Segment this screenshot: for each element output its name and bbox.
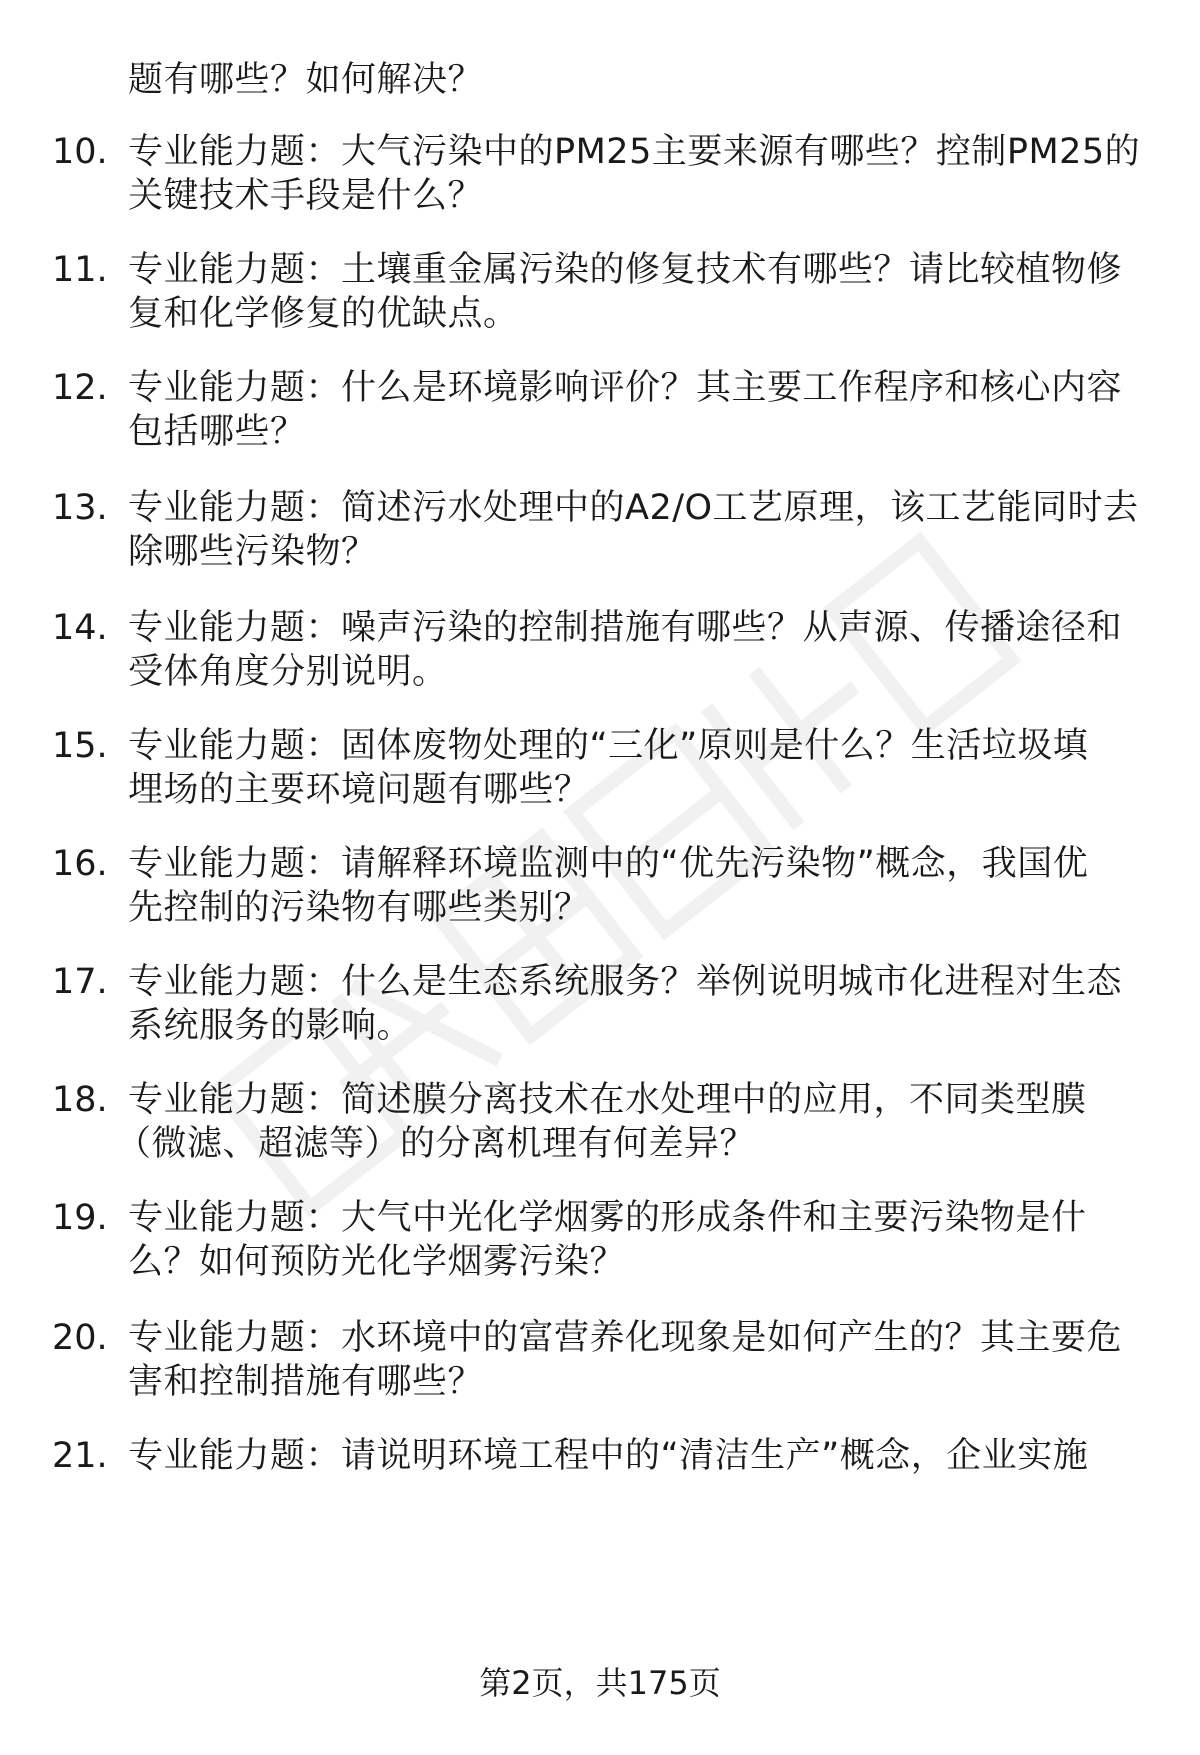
- question-number: 17.: [52, 962, 108, 1002]
- continuation-text: 题有哪些？如何解决？: [128, 60, 484, 100]
- question-text-line1: 专业能力题：简述膜分离技术在水处理中的应用，不同类型膜: [128, 1080, 1087, 1120]
- question-text-line2: 关键技术手段是什么？: [128, 176, 484, 216]
- question-text-line1: 专业能力题：噪声污染的控制措施有哪些？从声源、传播途径和: [128, 608, 1123, 648]
- question-number: 12.: [52, 368, 108, 408]
- question-text-line1: 专业能力题：大气中光化学烟雾的形成条件和主要污染物是什: [128, 1198, 1087, 1238]
- question-text-line2: 受体角度分别说明。: [128, 652, 448, 692]
- question-text-line1: 专业能力题：请说明环境工程中的“清洁生产”概念，企业实施: [128, 1436, 1089, 1476]
- question-text-line2: 先控制的污染物有哪些类别？: [128, 888, 590, 928]
- question-text-line1: 专业能力题：什么是生态系统服务？举例说明城市化进程对生态: [128, 962, 1123, 1002]
- question-text-line2: 么？如何预防光化学烟雾污染？: [128, 1242, 626, 1282]
- question-text-line2: 系统服务的影响。: [128, 1006, 413, 1046]
- question-text-line2: （微滤、超滤等）的分离机理有何差异？: [116, 1124, 756, 1164]
- question-text-line1: 专业能力题：简述污水处理中的A2/O工艺原理，该工艺能同时去: [128, 488, 1139, 528]
- question-text-line1: 专业能力题：大气污染中的PM25主要来源有哪些？控制PM25的: [128, 132, 1141, 172]
- question-number: 16.: [52, 844, 108, 884]
- question-text-line1: 专业能力题：固体废物处理的“三化”原则是什么？生活垃圾填: [128, 726, 1089, 766]
- question-text-line2: 除哪些污染物？: [128, 532, 377, 572]
- question-text-line1: 专业能力题：水环境中的富营养化现象是如何产生的？其主要危: [128, 1318, 1123, 1358]
- question-number: 10.: [52, 132, 108, 172]
- page-footer: 第2页，共175页: [479, 1664, 721, 1702]
- question-number: 18.: [52, 1080, 108, 1120]
- question-text-line2: 埋场的主要环境问题有哪些？: [128, 770, 590, 810]
- question-number: 20.: [52, 1318, 108, 1358]
- question-text-line1: 专业能力题：什么是环境影响评价？其主要工作程序和核心内容: [128, 368, 1123, 408]
- question-number: 11.: [52, 250, 108, 290]
- question-text-line1: 专业能力题：请解释环境监测中的“优先污染物”概念，我国优: [128, 844, 1089, 884]
- question-text-line2: 复和化学修复的优缺点。: [128, 294, 519, 334]
- question-number: 21.: [52, 1436, 108, 1476]
- question-text-line2: 害和控制措施有哪些？: [128, 1362, 484, 1402]
- question-number: 15.: [52, 726, 108, 766]
- question-text-line2: 包括哪些？: [128, 412, 306, 452]
- question-number: 14.: [52, 608, 108, 648]
- question-number: 13.: [52, 488, 108, 528]
- question-number: 19.: [52, 1198, 108, 1238]
- question-text-line1: 专业能力题：土壤重金属污染的修复技术有哪些？请比较植物修: [128, 250, 1123, 290]
